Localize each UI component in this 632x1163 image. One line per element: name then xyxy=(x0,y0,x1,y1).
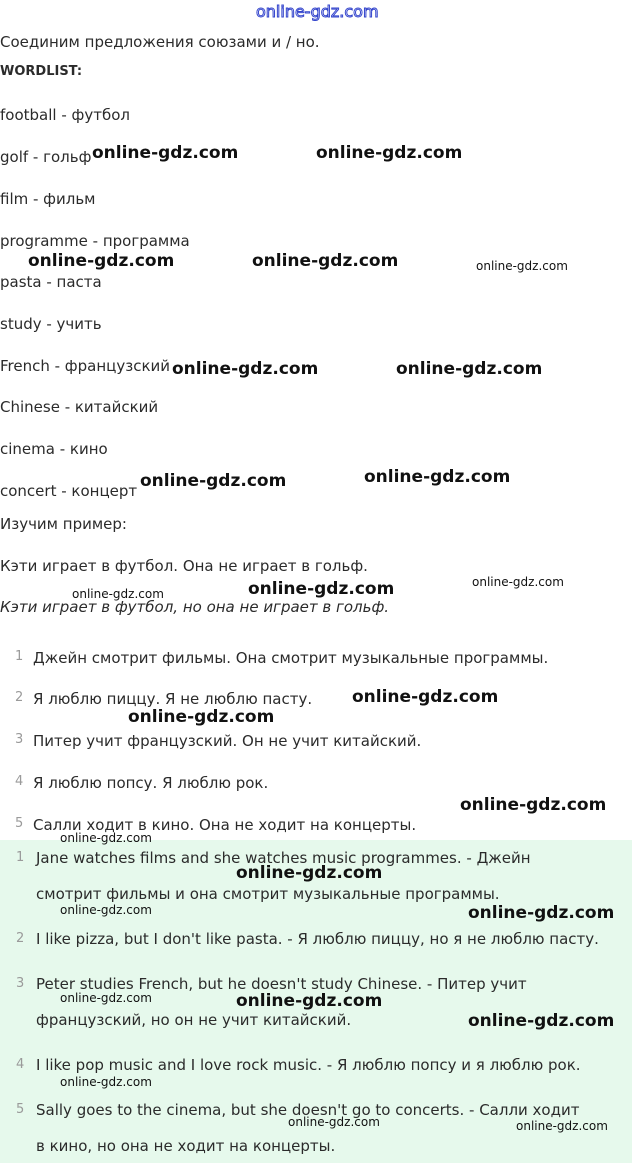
answer-text: в кино, но она не ходит на концерты. xyxy=(36,1137,336,1155)
watermark: online-gdz.com xyxy=(236,991,383,1011)
wordlist-item: football - футбол xyxy=(0,106,130,124)
answer-text: французский, но он не учит китайский. xyxy=(36,1011,352,1029)
answer-text: смотрит фильмы и она смотрит музыкальные программы. xyxy=(36,885,500,903)
wordlist-item: programme - программа xyxy=(0,232,190,250)
watermark: online-gdz.com xyxy=(248,579,395,599)
watermark: online-gdz.com xyxy=(468,903,615,923)
answer-text: I like pop music and I love rock music. - Я люблю попсу и я люблю рок. xyxy=(36,1056,581,1074)
answer-text: I like pizza, but I don't like pasta. - Я люблю пиццу, но я не люблю пасту. xyxy=(36,930,599,948)
watermark: online-gdz.com xyxy=(92,143,239,163)
watermark: online-gdz.com xyxy=(60,991,152,1005)
example-title: Изучим пример: xyxy=(0,515,127,533)
task-number: 5 xyxy=(15,816,24,831)
watermark: online-gdz.com xyxy=(472,575,564,589)
header-watermark: online-gdz.com xyxy=(256,2,379,21)
wordlist-item: French - французский xyxy=(0,357,171,375)
watermark: online-gdz.com xyxy=(288,1115,380,1129)
answer-text: Sally goes to the cinema, but she doesn't go to concerts. - Салли ходит xyxy=(36,1101,580,1119)
watermark: online-gdz.com xyxy=(476,259,568,273)
watermark: online-gdz.com xyxy=(468,1011,615,1031)
wordlist-item: cinema - кино xyxy=(0,440,108,458)
task-text: Я люблю попсу. Я люблю рок. xyxy=(33,774,269,792)
example-joined: Кэти играет в футбол, но она не играет в гольф. xyxy=(0,598,390,616)
answer-number: 2 xyxy=(16,931,25,946)
watermark: online-gdz.com xyxy=(516,1119,608,1133)
task-number: 2 xyxy=(15,690,24,705)
watermark: online-gdz.com xyxy=(60,903,152,917)
watermark: online-gdz.com xyxy=(60,1075,152,1089)
answer-number: 4 xyxy=(16,1057,25,1072)
watermark: online-gdz.com xyxy=(60,831,152,845)
task-text: Джейн смотрит фильмы. Она смотрит музыкальные программы. xyxy=(33,649,549,667)
watermark: online-gdz.com xyxy=(236,863,383,883)
instruction-text: Соединим предложения союзами и / но. xyxy=(0,33,320,51)
task-text: Салли ходит в кино. Она не ходит на концерты. xyxy=(33,816,417,834)
wordlist-item: concert - концерт xyxy=(0,482,138,500)
wordlist-item: Chinese - китайский xyxy=(0,398,159,416)
answer-number: 3 xyxy=(16,976,25,991)
answer-text: Jane watches films and she watches music programmes. - Джейн xyxy=(36,849,531,867)
task-number: 4 xyxy=(15,774,24,789)
wordlist-item: golf - гольф xyxy=(0,148,92,166)
watermark: online-gdz.com xyxy=(352,687,499,707)
answer-number: 1 xyxy=(16,850,25,865)
wordlist-item: study - учить xyxy=(0,315,102,333)
answer-text: Peter studies French, but he doesn't study Chinese. - Питер учит xyxy=(36,975,527,993)
watermark: online-gdz.com xyxy=(128,707,275,727)
task-number: 3 xyxy=(15,732,24,747)
example-plain: Кэти играет в футбол. Она не играет в гольф. xyxy=(0,557,368,575)
task-text: Питер учит французский. Он не учит китайский. xyxy=(33,732,422,750)
watermark: online-gdz.com xyxy=(460,795,607,815)
watermark: online-gdz.com xyxy=(396,359,543,379)
wordlist-item: film - фильм xyxy=(0,190,96,208)
watermark: online-gdz.com xyxy=(172,359,319,379)
watermark: online-gdz.com xyxy=(364,467,511,487)
watermark: online-gdz.com xyxy=(72,587,164,601)
watermark: online-gdz.com xyxy=(140,471,287,491)
task-number: 1 xyxy=(15,649,24,664)
watermark: online-gdz.com xyxy=(252,251,399,271)
wordlist-item: pasta - паста xyxy=(0,273,102,291)
watermark: online-gdz.com xyxy=(316,143,463,163)
wordlist-title: WORDLIST: xyxy=(0,64,83,79)
watermark: online-gdz.com xyxy=(28,251,175,271)
task-text: Я люблю пиццу. Я не люблю пасту. xyxy=(33,690,313,708)
answer-number: 5 xyxy=(16,1102,25,1117)
